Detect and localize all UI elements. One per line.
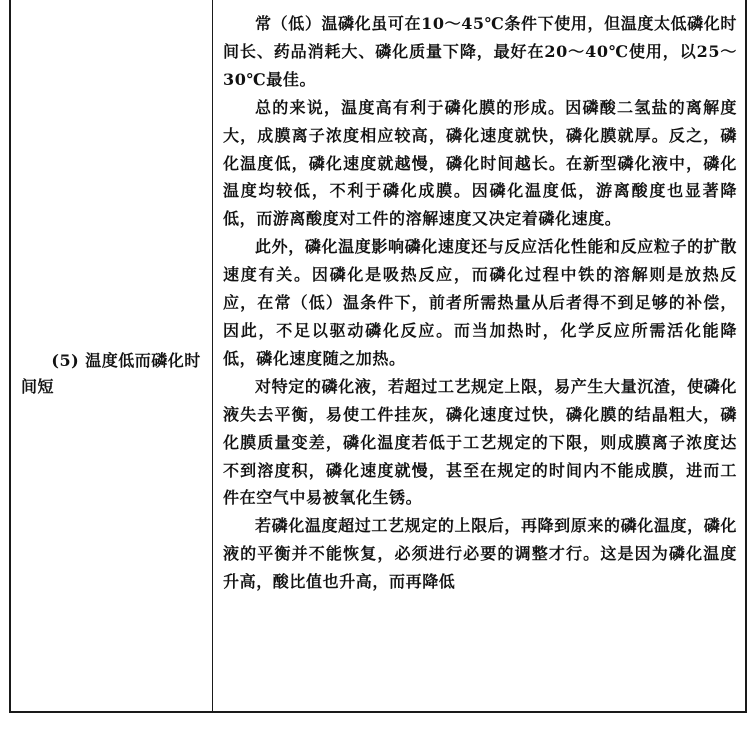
paragraph-5: 若磷化温度超过工艺规定的上限后，再降到原来的磷化温度，磷化液的平衡并不能恢复，必须进行必要的调整才行。这是因为磷化温度升高，酸比值也升高，而再降低: [223, 516, 737, 592]
paragraph-4: 对特定的磷化液，若超过工艺规定上限，易产生大量沉渣，使磷化液失去平衡，易使工件挂灰，磷化速度过快，磷化膜的结晶粗大，磷化膜质量变差，磷化温度若低于工艺规定的下限，则成膜离子浓度达不到溶度积，磷化速度就慢，甚至在规定的时间内不能成膜，进而工件在空气中易被氧化生锈。: [223, 376, 737, 508]
paragraph-1: 常（低）温磷化虽可在10～45℃条件下使用，但温度太低磷化时间长、药品消耗大、磷化质量下降，最好在20～40℃使用，以25～30℃最佳。: [223, 14, 737, 89]
label-cell: [11, 0, 213, 711]
paragraph-2: 总的来说，温度高有利于磷化膜的形成。因磷酸二氢盐的离解度大，成膜离子浓度相应较高，磷化速度就快，磷化膜就厚。反之，磷化温度低，磷化速度就越慢，磷化时间越长。在新型磷化液中，磷化温度均较低，不利于磷化成膜。因磷化温度低，游离酸度也显著降低，而游离酸度对工件的溶解速度又决定着磷化速度。: [223, 97, 737, 229]
paragraph-3: 此外，磷化温度影响磷化速度还与反应活化性能和反应粒子的扩散速度有关。因磷化是吸热反应，而磷化过程中铁的溶解则是放热反应，在常（低）温条件下，前者所需热量从后者得不到足够的补偿，因此，不足以驱动磷化反应。而当加热时，化学反应所需活化能降低，磷化速度随之加热。: [223, 237, 737, 368]
row-label: (5) 温度低而磷化时间短: [21, 351, 201, 396]
content-cell: [213, 0, 745, 711]
document-table: [9, 0, 747, 713]
